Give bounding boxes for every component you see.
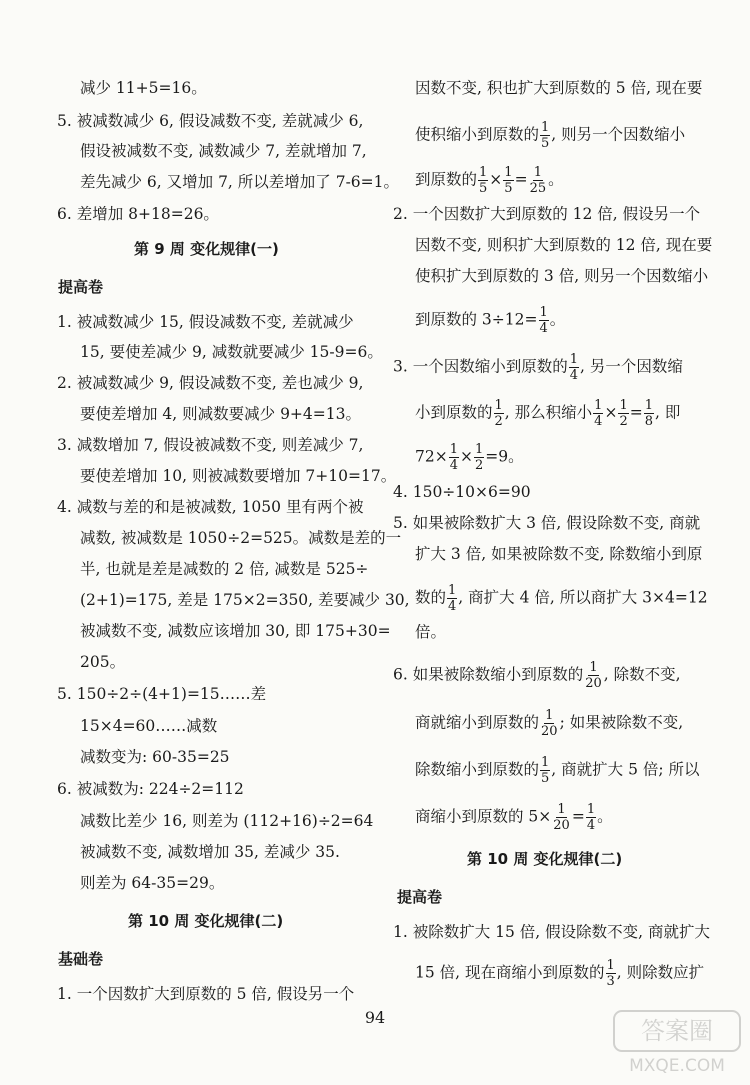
page-number: 94 <box>364 1008 386 1027</box>
text-line: 15, 要使差减少 9, 减数就要减少 15-9=6。 <box>80 343 383 361</box>
text-line: 假设被减数不变, 减数减少 7, 差就增加 7, <box>80 142 367 160</box>
text-line: 15×4=60……减数 <box>80 717 218 735</box>
fraction: $\frac{1}{4}$ <box>594 398 603 429</box>
text-line: 205。 <box>80 653 126 671</box>
text-line: 则差为 64-35=29。 <box>80 874 225 892</box>
text-line: 3. 一个因数缩小到原数的 $\frac{1}{4}$ , 另一个因数缩 <box>393 352 683 383</box>
fraction: $\frac{1}{4}$ <box>569 352 578 383</box>
text-line: 因数不变, 则积扩大到原数的 12 倍, 现在要 <box>415 236 713 254</box>
fraction: $\frac{1}{5}$ <box>541 120 550 151</box>
text-line: 扩大 3 倍, 如果被除数不变, 除数缩小到原 <box>415 545 703 563</box>
text-line: 1. 被除数扩大 15 倍, 假设除数不变, 商就扩大 <box>393 923 711 941</box>
text-line: 减少 11+5=16。 <box>80 79 207 97</box>
text-line: 2. 一个因数扩大到原数的 12 倍, 假设另一个 <box>393 205 701 223</box>
text-line: 4. 150÷10×6=90 <box>393 483 531 501</box>
text-line: 到原数的 3÷12= $\frac{1}{4}$ 。 <box>415 305 566 336</box>
text-line: 倍。 <box>415 623 447 641</box>
section-subheading: 提高卷 <box>58 278 104 296</box>
text-line: 被减数不变, 减数应该增加 30, 即 175+30= <box>80 622 391 640</box>
text-line: 商缩小到原数的 5× $\frac{1}{20}$ = $\frac{1}{4}$ 。 <box>415 802 613 833</box>
text-line: 要使差增加 10, 则被减数要增加 7+10=17。 <box>80 467 397 485</box>
svg-text:MXQE.COM: MXQE.COM <box>629 1056 725 1076</box>
fraction: $\frac{1}{4}$ <box>586 802 596 833</box>
text-line: 5. 150÷2÷(4+1)=15……差 <box>57 685 267 703</box>
section-subheading: 提高卷 <box>397 888 443 906</box>
text-line: 5. 如果被除数扩大 3 倍, 假设除数不变, 商就 <box>393 514 701 532</box>
fraction: $\frac{1}{2}$ <box>475 442 484 473</box>
fraction: $\frac{1}{5}$ <box>504 165 513 196</box>
text-line: 6. 如果被除数缩小到原数的 $\frac{1}{20}$ , 除数不变, <box>393 660 681 691</box>
text-line: 因数不变, 积也扩大到原数的 5 倍, 现在要 <box>415 79 703 97</box>
text-line: 使积扩大到原数的 3 倍, 则另一个因数缩小 <box>415 267 709 285</box>
text-line: 减数, 被减数是 1050÷2=525。减数是差的一 <box>80 529 402 547</box>
text-line: 要使差增加 4, 则减数要减少 9+4=13。 <box>80 405 361 423</box>
text-line: 使积缩小到原数的 $\frac{1}{5}$ , 则另一个因数缩小 <box>415 120 686 151</box>
text-line: 半, 也就是差是减数的 2 倍, 减数是 525÷ <box>80 560 369 578</box>
text-line: 1. 一个因数扩大到原数的 5 倍, 假设另一个 <box>57 985 355 1003</box>
fraction: $\frac{1}{8}$ <box>644 398 653 429</box>
text-line: 72× $\frac{1}{4}$ × $\frac{1}{2}$ =9。 <box>415 442 524 473</box>
fraction: $\frac{1}{5}$ <box>479 165 488 196</box>
text-line: 15 倍, 现在商缩小到原数的 $\frac{1}{3}$ , 则除数应扩 <box>415 958 705 989</box>
text-line: 减数变为: 60-35=25 <box>80 748 230 766</box>
text-line: 除数缩小到原数的 $\frac{1}{5}$ , 商就扩大 5 倍; 所以 <box>415 755 700 786</box>
text-line: 6. 差增加 8+18=26。 <box>57 205 219 223</box>
text-line: 3. 减数增加 7, 假设被减数不变, 则差减少 7, <box>57 436 364 454</box>
section-heading: 第 10 周 变化规律(二) <box>467 850 623 868</box>
text-line: 商就缩小到原数的 $\frac{1}{20}$ ; 如果被除数不变, <box>415 708 684 739</box>
fraction: $\frac{1}{20}$ <box>541 708 558 739</box>
fraction: $\frac{1}{4}$ <box>539 305 548 336</box>
text-line: 5. 被减数减少 6, 假设减数不变, 差就减少 6, <box>57 112 364 130</box>
text-line: 减数比差少 16, 则差为 (112+16)÷2=64 <box>80 812 374 830</box>
text-line: 4. 减数与差的和是被减数, 1050 里有两个被 <box>57 498 364 516</box>
text-line: 1. 被减数减少 15, 假设减数不变, 差就减少 <box>57 313 354 331</box>
section-heading: 第 10 周 变化规律(二) <box>128 912 284 930</box>
fraction: $\frac{1}{20}$ <box>553 802 570 833</box>
fraction: $\frac{1}{4}$ <box>448 583 457 614</box>
fraction: $\frac{1}{20}$ <box>585 660 602 691</box>
fraction: $\frac{1}{5}$ <box>541 755 550 786</box>
fraction: $\frac{1}{4}$ <box>449 442 458 473</box>
text-line: 6. 被减数为: 224÷2=112 <box>57 780 244 798</box>
text-line: (2+1)=175, 差是 175×2=350, 差要减少 30, <box>80 591 410 609</box>
text-line: 到原数的 $\frac{1}{5}$ × $\frac{1}{5}$ = $\frac{1}{25}$ 。 <box>415 165 564 196</box>
watermark-logo <box>612 1007 742 1079</box>
text-line: 差先减少 6, 又增加 7, 所以差增加了 7-6=1。 <box>80 173 400 191</box>
fraction: $\frac{1}{2}$ <box>619 398 628 429</box>
fraction: $\frac{1}{3}$ <box>606 958 615 989</box>
fraction: $\frac{1}{25}$ <box>529 165 547 196</box>
text-line: 数的 $\frac{1}{4}$ , 商扩大 4 倍, 所以商扩大 3×4=12 <box>415 583 708 614</box>
text-line: 小到原数的 $\frac{1}{2}$ , 那么积缩小 $\frac{1}{4}$ × $\frac{1}{2}$ = $\frac{1}{8}$ , 即 <box>415 398 681 429</box>
svg-text:答案圈: 答案圈 <box>641 1017 713 1045</box>
fraction: $\frac{1}{2}$ <box>494 398 503 429</box>
section-heading: 第 9 周 变化规律(一) <box>134 240 279 258</box>
text-line: 被减数不变, 减数增加 35, 差减少 35. <box>80 843 340 861</box>
section-subheading: 基础卷 <box>58 950 104 968</box>
text-line: 2. 被减数减少 9, 假设减数不变, 差也减少 9, <box>57 374 364 392</box>
